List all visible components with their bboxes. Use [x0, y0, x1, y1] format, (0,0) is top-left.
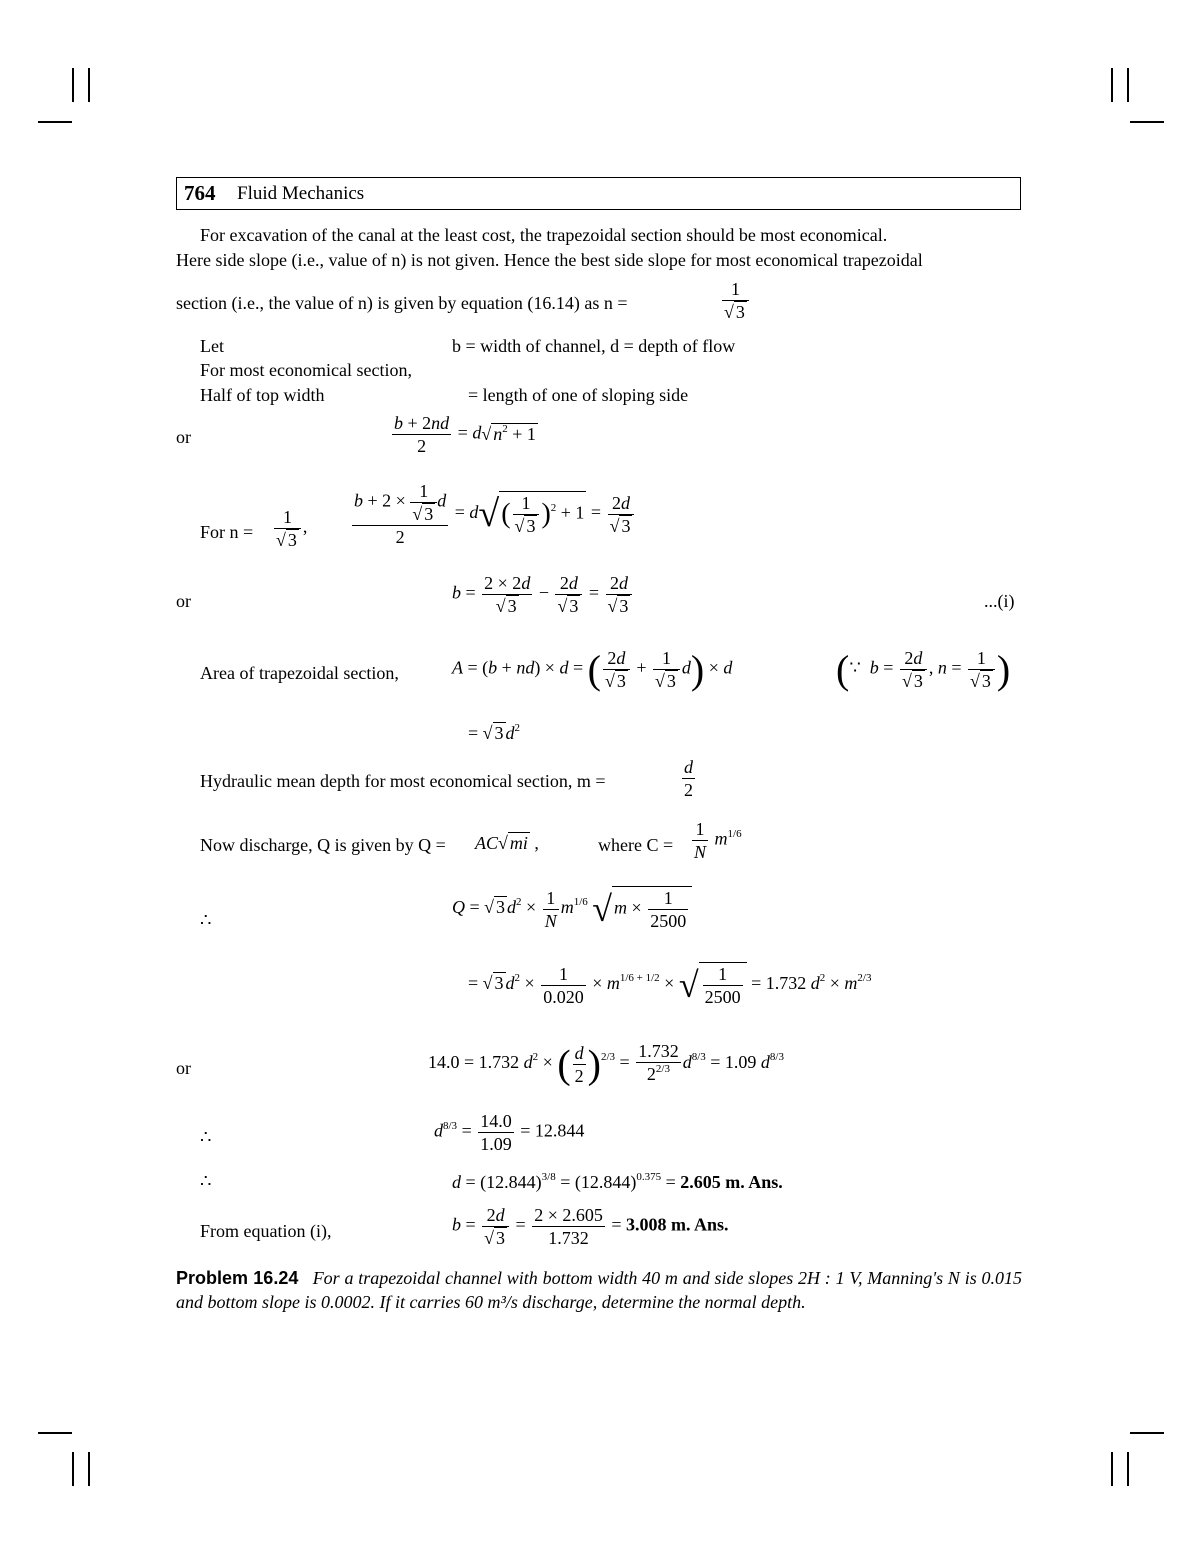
- equation-q-2: = √ 3 $d^2$ × $\frac{1}{0.020}$ × $m^{1/6 + 1/2}$ × √ $\frac{1}{2500}$ = 1.732 $d^2 \times m^{2/3}$: [468, 963, 872, 1007]
- problem-label: Problem 16.24: [176, 1268, 299, 1288]
- therefore-symbol: ∴: [200, 910, 212, 930]
- equation-area-result: = √ 3 $d^2$: [468, 722, 521, 743]
- equation-q-1: Q = √ 3 $d^2$ × $\frac{1}{N}$ $m^{1/6}$ √ m × $\frac{1}{2500}$: [452, 886, 692, 932]
- page-number: 764: [184, 181, 216, 205]
- b-result: 3.008 m. Ans.: [626, 1214, 729, 1235]
- book-title: Fluid Mechanics: [237, 183, 365, 204]
- let-definition: b = width of channel, d = depth of flow: [452, 336, 736, 356]
- or-label: or: [176, 427, 191, 447]
- crop-mark: [72, 68, 74, 102]
- crop-mark: [38, 121, 72, 123]
- equation-b: b = $\frac{2 \times 2d}{√ 3}$ − $\frac{2d}{√ 3}$ = $\frac{2d}{√ 3}$: [452, 572, 634, 617]
- therefore-symbol: ∴: [200, 1171, 212, 1191]
- hydraulic-depth-label: Hydraulic mean depth for most economical section, m =: [200, 771, 606, 791]
- problem-statement: [176, 1266, 1022, 1314]
- discharge-formula: AC√ mi ,: [475, 833, 539, 853]
- crop-mark: [72, 1452, 74, 1486]
- intro-line-2: Here side slope (i.e., value of n) is not given. Hence the best side slope for most economical trapezoidal: [176, 250, 923, 270]
- crop-mark: [1130, 121, 1164, 123]
- equation-for-n: b + 2 × $\frac{1}{√ 3}$ d 2 = d√( $\frac{1}{√ 3}$ )$^2$ + 1 = $\frac{2d}{√ 3}$: [350, 480, 636, 548]
- crop-mark: [1130, 1432, 1164, 1434]
- equation-d-result: $d = (12.844)^{3/8} = (12.844)^{0.375} = 2.605$ m. Ans.: [452, 1171, 783, 1192]
- crop-mark: [38, 1432, 72, 1434]
- chezy-formula: $\frac{1}{N}$ $m^{1/6}$: [694, 819, 742, 862]
- crop-mark: [88, 68, 90, 102]
- d-result: 2.605 m. Ans.: [680, 1172, 783, 1192]
- equation-b-result: b = $\frac{2d}{√ 3}$ = $\frac{2 \times 2.605}{1.732}$ = 3.008 m. Ans.: [452, 1205, 729, 1248]
- crop-mark: [1127, 68, 1129, 102]
- most-economical-text: For most economical section,: [200, 360, 412, 380]
- from-equation-label: From equation (i),: [200, 1221, 332, 1241]
- area-condition: (∵ b = $\frac{2d}{√ 3}$ , n = $\frac{1}{√ 3}$ ): [836, 647, 1011, 692]
- let-word: Let: [200, 336, 224, 356]
- where-label: where C =: [598, 835, 674, 855]
- for-n-label: For n =: [200, 522, 254, 542]
- area-label: Area of trapezoidal section,: [200, 663, 399, 683]
- equation-area: A = (b + nd) × d = ( $\frac{2d}{√ 3}$ + $\frac{1}{√ 3}$ d) × d: [452, 647, 733, 692]
- half-top-width-label: Half of top width: [200, 385, 325, 405]
- problem-text: For a trapezoidal channel with bottom width 40 m and side slopes 2H : 1 V, Manning's N is 0.015 and bottom slope is 0.0002. If it carries 60 m³/s discharge, determine the normal depth.: [176, 1268, 1023, 1312]
- crop-mark: [1111, 1452, 1113, 1486]
- crop-mark: [1111, 68, 1113, 102]
- n-best-fraction: $\frac{1}{√ 3}$: [720, 278, 751, 323]
- equation-half-top: $\frac{b + 2nd}{2}$ = d√ $n^2 + 1$: [394, 413, 536, 456]
- half-top-width-eq: = length of one of sloping side: [468, 385, 689, 405]
- intro-line-1: For excavation of the canal at the least cost, the trapezoidal section should be most economical.: [200, 225, 888, 245]
- discharge-label: Now discharge, Q is given by Q =: [200, 835, 446, 855]
- hydraulic-depth-fraction: $\frac{d}{2}$: [684, 757, 693, 800]
- intro-line-3: section (i.e., the value of n) is given by equation (16.14) as n =: [176, 293, 628, 313]
- crop-mark: [88, 1452, 90, 1486]
- n-value-fraction: $\frac{1}{√ 3}$ ,: [276, 507, 308, 550]
- equation-reference: ...(i): [984, 591, 1015, 611]
- equation-14: 14.0 = 1.732 $d^2$ × ( $\frac{d}{2}$ )$^{2/3}$ = $\frac{1.732}{2^{2/3}}$ $d^{8/3} = 1.09$ $d^{8/3}$: [428, 1041, 784, 1087]
- or-label: or: [176, 591, 191, 611]
- or-label: or: [176, 1058, 191, 1078]
- equation-d-power: $d^{8/3}$ = $\frac{14.0}{1.09}$ = 12.844: [434, 1111, 585, 1154]
- therefore-symbol: ∴: [200, 1127, 212, 1147]
- crop-mark: [1127, 1452, 1129, 1486]
- running-header: [176, 177, 1021, 210]
